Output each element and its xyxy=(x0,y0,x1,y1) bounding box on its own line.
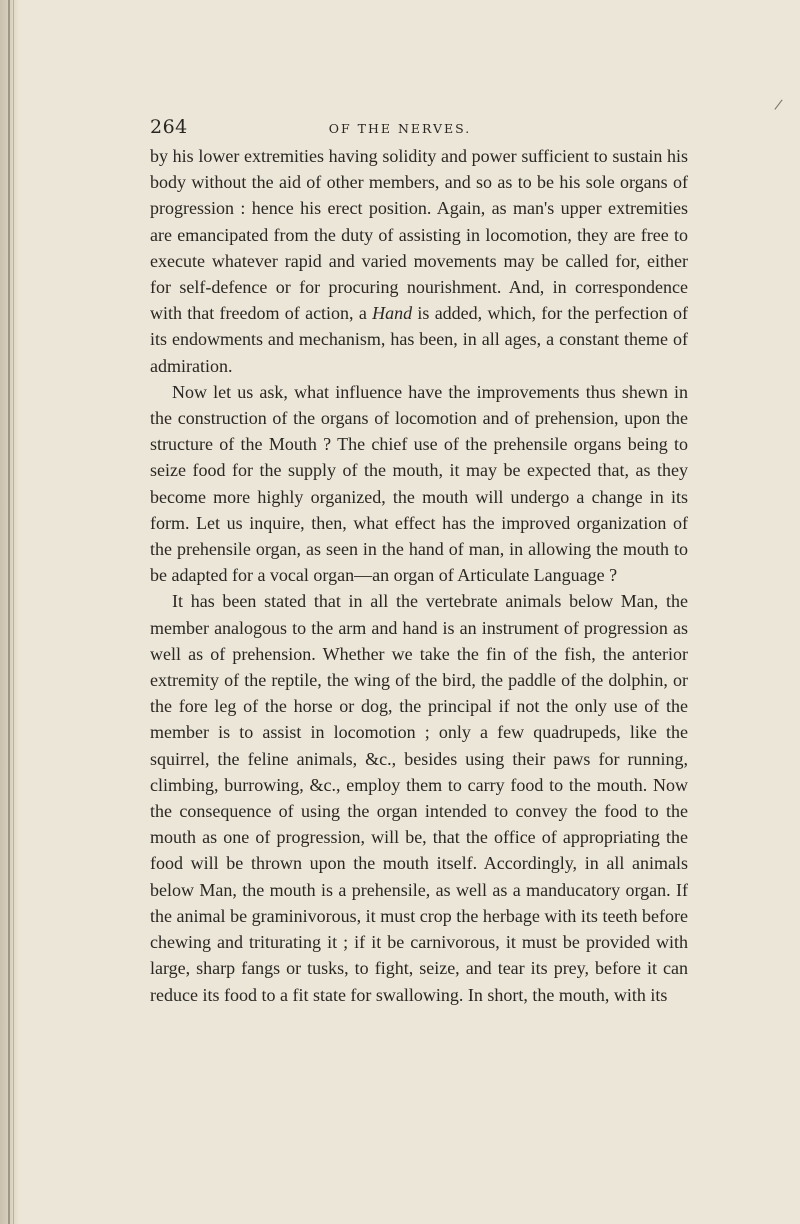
hand-emphasis: Hand xyxy=(372,303,413,324)
pencil-mark: / xyxy=(773,96,784,114)
paragraph-1-text-a: by his lower extremities having solidity and power sufficient to sustain his body without the aid of other members, and so as to be his sole organs of progression : hence his erect position. Again, as man's upper extremities are emancipated from the duty of assisting in locomotion, they are free to execute whatever rapid and varied movements may be called for, either for self-defence or for procuring nourishment. And, in correspondence with that freedom of action, a xyxy=(150,146,688,324)
page-number: 264 xyxy=(150,116,188,138)
paragraph-3: It has been stated that in all the vertebrate animals below Man, the member analogous to the arm and hand is an instrument of progression as well as of prehension. Whether we take the fin of the fish, the anterior extremity of the reptile, the wing of the bird, the paddle of the dolphin, or the fore leg of the horse or dog, the principal if not the only use of the member is to assist in locomotion ; only a few quadrupeds, like the squirrel, the feline animals, &c., besides using their paws for running, climbing, burrowing, &c., employ them to carry food to the mouth. Now the consequence of using the organ intended to convey the food to the mouth as one of progression, will be, that the office of appropriating the food will be thrown upon the mouth itself. Accordingly, in all animals below Man, the mouth is a prehensile, as well as a manducatory organ. If the animal be graminivorous, it must crop the herbage with its teeth before chewing and triturating it ; if it be carnivorous, it must be provided with large, sharp fangs or tusks, to fight, seize, and tear its prey, before it can reduce its food to a fit state for swallowing. In short, the mouth, with its xyxy=(150,591,688,1005)
paragraph-1 xyxy=(150,143,688,379)
running-title: OF THE NERVES. xyxy=(328,121,472,136)
paragraph-2: Now let us ask, what influence have the improvements thus shewn in the construction of the organs of locomotion and of prehension, upon the structure of the Mouth ? The chief use of the prehensile organs being to seize food for the supply of the mouth, it may be expected that, as they become more highly organized, the mouth will undergo a change in its form. Let us inquire, then, what effect has the improved organization of the prehensile organ, as seen in the hand of man, in allowing the mouth to be adapted for a vocal organ—an organ of Articulate Language ? xyxy=(150,381,688,586)
paragraph-1-text-b: is added, which, for the perfection of its endowments and mechanism, has been, in all ages, a constant theme of admiration. xyxy=(150,303,688,376)
body-text xyxy=(150,143,688,1008)
